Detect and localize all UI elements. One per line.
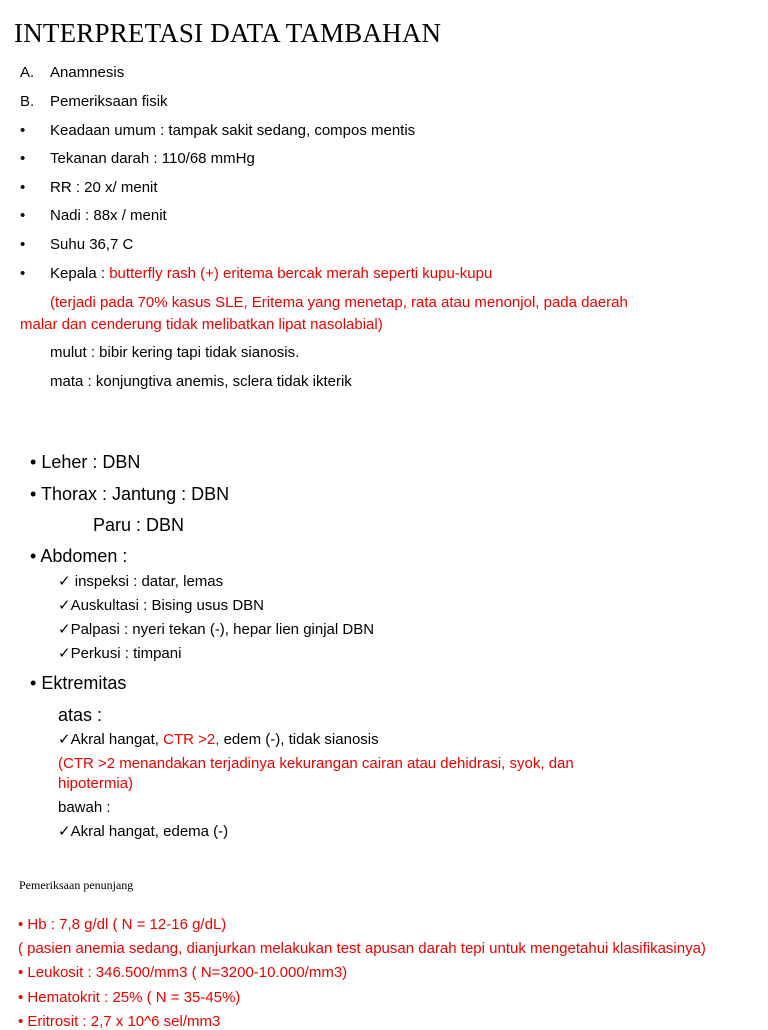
bullet-icon: • (20, 207, 26, 224)
lab-leukosit: • Leukosit : 346.500/mm3 ( N=3200-10.000/mm3) (18, 964, 348, 981)
abdomen-label: Abdomen : (40, 546, 128, 566)
vital-suhu (20, 236, 133, 253)
lab-hematokrit: • Hematokrit : 25% ( N = 35-45%) (18, 989, 241, 1006)
thorax-item (30, 484, 229, 505)
mata-text: mata : konjungtiva anemis, sclera tidak ikterik (50, 373, 352, 390)
leher-item (30, 452, 140, 473)
abdomen-check-item (58, 572, 223, 590)
check-icon: ✓ (58, 731, 71, 748)
mulut-text: mulut : bibir kering tapi tidak sianosis. (50, 344, 300, 361)
list-marker: B. (20, 93, 35, 110)
thorax-text: Thorax : Jantung : DBN (41, 484, 230, 504)
ctr-note-line2: hipotermia) (58, 775, 134, 792)
check-icon: ✓ (58, 597, 71, 614)
page-title: INTERPRETASI DATA TAMBAHAN (14, 18, 442, 48)
kepala-label: Kepala : (50, 265, 110, 282)
atas-text-post: edem (-), tidak sianosis (219, 731, 379, 748)
atas-label: atas : (58, 705, 103, 725)
vital-keadaan-umum (20, 122, 415, 139)
abdomen-item (30, 546, 127, 567)
kepala-note-line1: (terjadi pada 70% kasus SLE, Eritema yang menetap, rata atau menonjol, pada daerah (50, 294, 628, 311)
bullet-icon: • (30, 673, 37, 693)
bullet-icon: • (30, 546, 37, 566)
bullet-icon: • (20, 236, 26, 253)
bullet-icon: • (20, 122, 26, 139)
vital-tekanan-darah (20, 150, 255, 167)
check-icon: ✓ (58, 621, 71, 638)
vital-text: Tekanan darah : 110/68 mmHg (50, 150, 255, 167)
list-item-anamnesis (20, 64, 124, 81)
bullet-icon: • (20, 150, 26, 167)
vital-text: Suhu 36,7 C (50, 236, 134, 253)
vital-rr (20, 179, 158, 196)
vital-nadi (20, 207, 167, 224)
list-item-text: Pemeriksaan fisik (50, 93, 168, 110)
lab-eritrosit: • Eritrosit : 2,7 x 10^6 sel/mm3 (18, 1013, 221, 1030)
list-item-pemeriksaan-fisik (20, 93, 168, 110)
abdomen-check-text: Perkusi : timpani (70, 645, 182, 662)
lab-hb: • Hb : 7,8 g/dl ( N = 12-16 g/dL) (18, 916, 227, 933)
kepala-item (20, 265, 492, 282)
paru-text: Paru : DBN (93, 515, 185, 535)
check-icon: ✓ (58, 645, 71, 662)
vital-text: Nadi : 88x / menit (50, 207, 167, 224)
atas-text-pre: Akral hangat, (70, 731, 164, 748)
ekstremitas-label: Ektremitas (41, 673, 127, 693)
bawah-check-text: Akral hangat, edema (-) (70, 823, 229, 840)
abdomen-check-item (58, 596, 264, 614)
abdomen-check-text: Palpasi : nyeri tekan (-), hepar lien ginjal DBN (70, 621, 375, 638)
atas-text-ctr: CTR >2, (163, 731, 220, 748)
penunjang-heading: Pemeriksaan penunjang (19, 878, 134, 892)
ctr-note-line1: (CTR >2 menandakan terjadinya kekurangan cairan atau dehidrasi, syok, dan (58, 755, 574, 772)
abdomen-check-item (58, 644, 181, 662)
vital-text: Keadaan umum : tampak sakit sedang, compos mentis (50, 122, 416, 139)
check-icon: ✓ (58, 573, 71, 590)
kepala-note-line2: malar dan cenderung tidak melibatkan lipat nasolabial) (20, 316, 383, 333)
atas-check-item (58, 730, 379, 748)
list-item-text: Anamnesis (50, 64, 125, 81)
lab-hb-note: ( pasien anemia sedang, dianjurkan melakukan test apusan darah tepi untuk mengetahui klasifikasinya) (18, 940, 706, 957)
bullet-icon: • (20, 265, 26, 282)
bullet-icon: • (30, 452, 37, 472)
ekstremitas-item (30, 673, 126, 694)
bullet-icon: • (30, 484, 37, 504)
abdomen-check-text: Auskultasi : Bising usus DBN (70, 597, 264, 614)
leher-text: Leher : DBN (41, 452, 141, 472)
check-icon: ✓ (58, 823, 71, 840)
kepala-finding: butterfly rash (+) eritema bercak merah seperti kupu-kupu (109, 265, 493, 282)
bawah-label: bawah : (58, 799, 111, 816)
abdomen-check-item (58, 620, 374, 638)
abdomen-check-text: inspeksi : datar, lemas (70, 573, 224, 590)
bawah-check-item (58, 822, 228, 840)
bullet-icon: • (20, 179, 26, 196)
vital-text: RR : 20 x/ menit (50, 179, 158, 196)
list-marker: A. (20, 64, 35, 81)
